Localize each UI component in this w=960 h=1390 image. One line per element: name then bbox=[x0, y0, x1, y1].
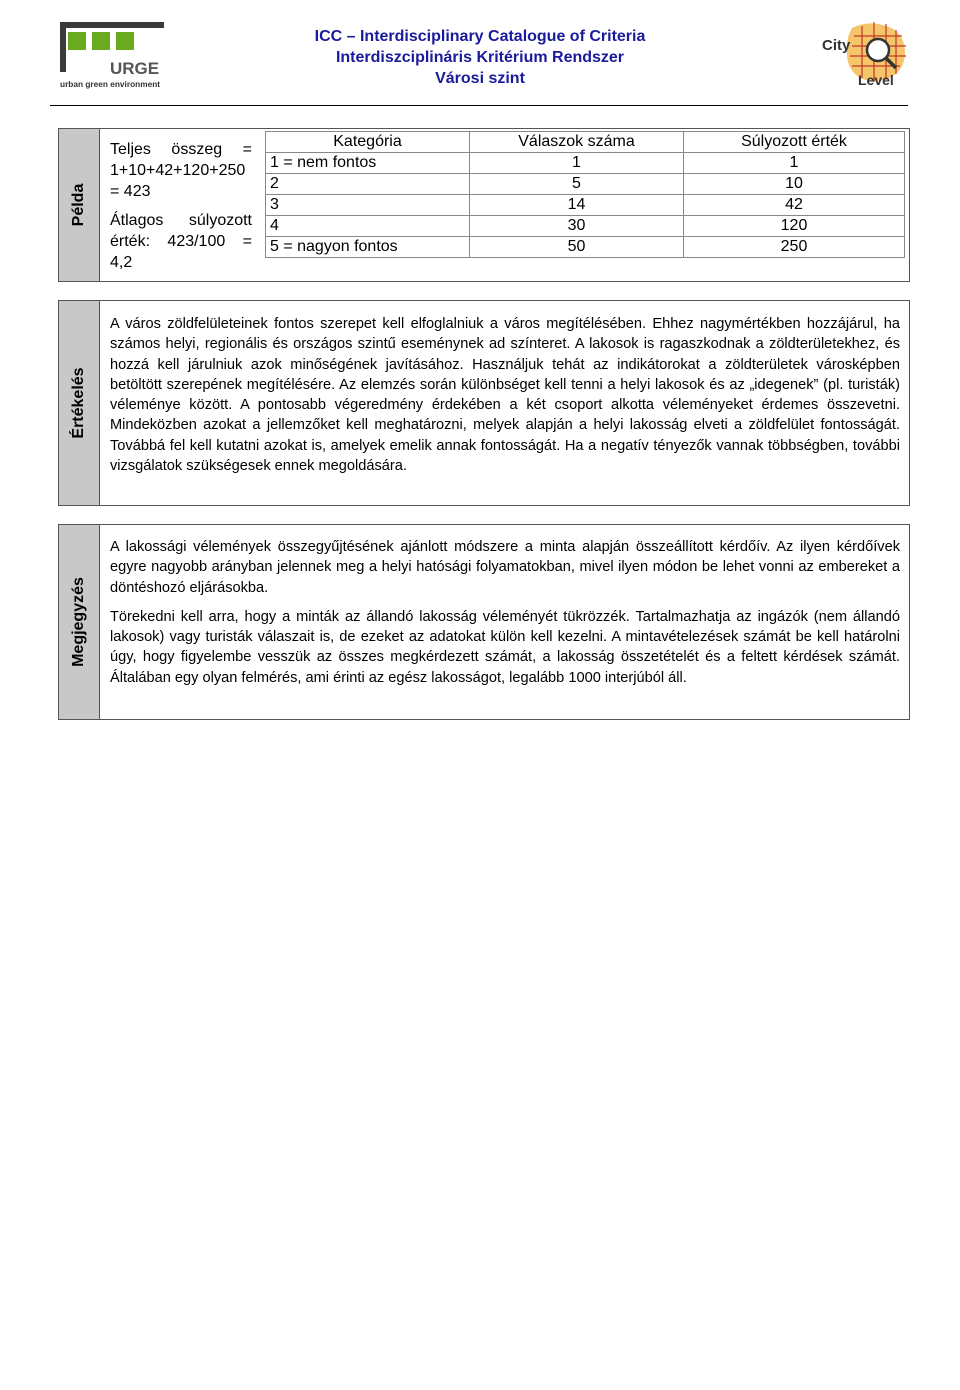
table-cell: 250 bbox=[684, 237, 905, 258]
table-cell: 3 bbox=[266, 195, 470, 216]
evaluation-side-label: Értékelés bbox=[59, 301, 100, 505]
note-text bbox=[110, 537, 900, 697]
page-header bbox=[50, 10, 908, 106]
urge-tagline: urban green environment bbox=[60, 79, 161, 89]
title-line-3: Városi szint bbox=[435, 70, 525, 87]
response-table bbox=[265, 131, 905, 258]
table-cell: 4 bbox=[266, 216, 470, 237]
title-line-1: ICC – Interdisciplinary Catalogue of Criteria bbox=[314, 28, 646, 45]
table-row bbox=[266, 174, 905, 195]
note-paragraph-2: Törekedni kell arra, hogy a minták az állandó lakosság véleményét tükrözzék. Tartalmazhatja az ingázók (nem állandó lakosok) vagy turisták válaszait is, de ezeket az adatokat külön kell kezelni. A mintavételezések számát be kell határolni úgy, hogy figyelembe vesszük az összes megkérdezett számát, a lakosság összetételét és a feltett kérdések számát. Általában egy olyan felmérés, ami érinti az egész lakosságot, legalább 1000 interjúból áll. bbox=[110, 608, 900, 686]
urge-logo bbox=[58, 18, 178, 90]
evaluation-paragraph: A város zöldfelületeinek fontos szerepet kell elfoglalniuk a város megítélésében. Ehhez nagymértékben hozzájárul, ha számos helyi, regionális és országos szintű eseménynek ad színteret. A lakosok is ragaszkodnak a zöldterületekhez, és hozzá kell járulniuk azok minőségének javításához. Használjuk tehát az indikátorokat a zöldterületek városképben betöltött szerepének megítélésére. Az elemzés során különbséget kell tenni a helyi lakosok és az „idegenek” (pl. turisták) véleménye között. A pontosabb végeredmény érdekében a két csoport alkotta véleményeket érdemes összevetni. Mindeközben azokat a jellemzőket kell meghatározni, melyek alapján a helyi lakosság elveti a zöldfelület fontosságát. Továbbá fel kell kutatni azokat is, amelyek emelik annak fontosságát. Ha a negatív tényezők vannak többségben, további vizsgálatok szükségesek ennek megoldására. bbox=[110, 316, 900, 475]
table-cell: 14 bbox=[470, 195, 684, 216]
evaluation-text bbox=[110, 314, 900, 485]
table-cell: 5 = nagyon fontos bbox=[266, 237, 470, 258]
table-cell: 2 bbox=[266, 174, 470, 195]
table-cell: 1 bbox=[470, 153, 684, 174]
total-label: Teljes összeg = bbox=[110, 141, 252, 158]
table-row bbox=[266, 237, 905, 258]
average-label: Átlagos súlyozott érték: 423/100 = 4,2 bbox=[110, 212, 252, 271]
example-section bbox=[58, 128, 910, 282]
document-title bbox=[250, 26, 710, 89]
table-cell: 120 bbox=[684, 216, 905, 237]
table-header-row bbox=[266, 132, 905, 153]
title-line-2: Interdiszciplináris Kritérium Rendszer bbox=[335, 49, 625, 66]
table-row bbox=[266, 195, 905, 216]
table-cell: 50 bbox=[470, 237, 684, 258]
note-section bbox=[58, 524, 910, 720]
evaluation-section bbox=[58, 300, 910, 506]
col-header: Válaszok száma bbox=[470, 132, 684, 153]
level-text: Level bbox=[858, 72, 894, 88]
col-header: Súlyozott érték bbox=[684, 132, 905, 153]
table-row bbox=[266, 153, 905, 174]
example-side-label: Példa bbox=[59, 129, 100, 281]
city-text: City bbox=[822, 37, 851, 54]
table-cell: 10 bbox=[684, 174, 905, 195]
example-calculation bbox=[110, 139, 252, 273]
table-cell: 5 bbox=[470, 174, 684, 195]
table-row bbox=[266, 216, 905, 237]
total-expression: 1+10+42+120+250 = 423 bbox=[110, 162, 246, 200]
note-side-label: Megjegyzés bbox=[59, 525, 100, 719]
table-cell: 30 bbox=[470, 216, 684, 237]
note-paragraph-1: A lakossági vélemények összegyűjtésének ajánlott módszere a minta alapján összeállított kérdőív. Az ilyen kérdőívek egyre nagyobb arányban jelennek meg a helyi hatósági folyamatokban, mivel ilyen módon be lehet vonni az embereket a döntéshozó eljárásokba. bbox=[110, 539, 900, 596]
table-cell: 1 bbox=[684, 153, 905, 174]
urge-wordmark: URGE bbox=[110, 59, 160, 78]
col-header: Kategória bbox=[266, 132, 470, 153]
city-level-logo bbox=[820, 18, 910, 90]
table-cell: 42 bbox=[684, 195, 905, 216]
table-cell: 1 = nem fontos bbox=[266, 153, 470, 174]
